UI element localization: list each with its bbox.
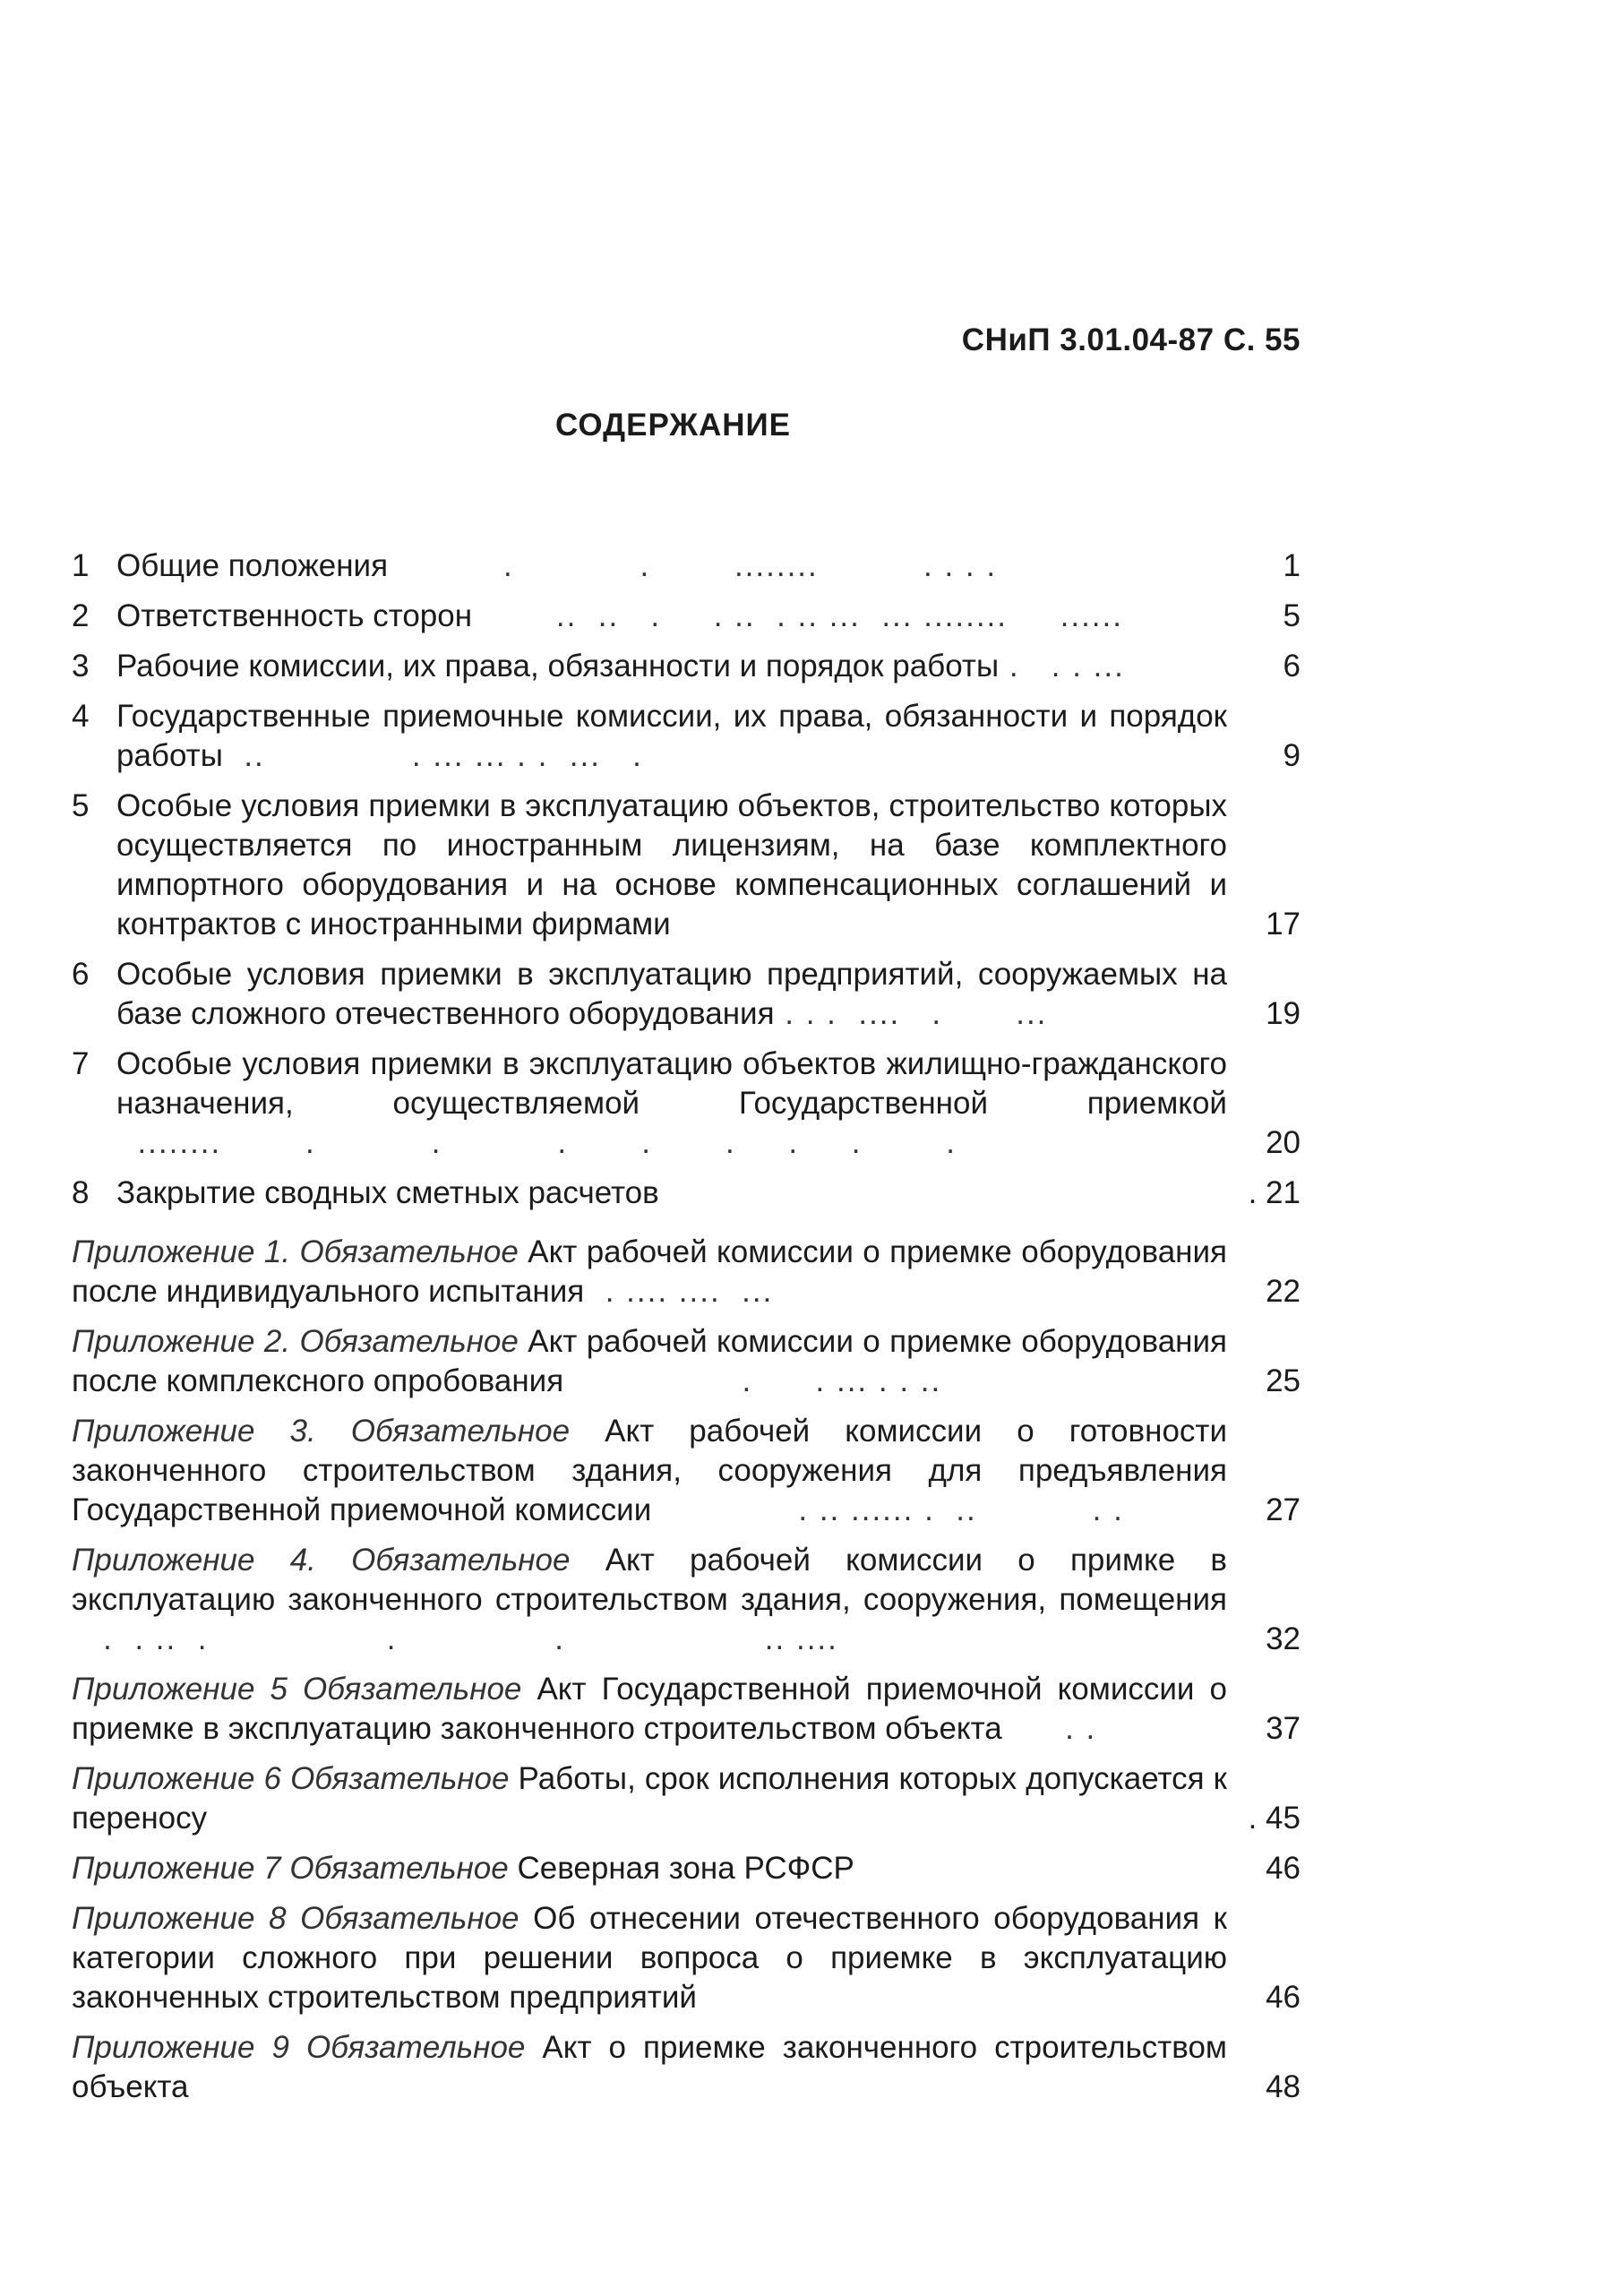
toc-entry-page: 22 (1266, 1274, 1301, 1309)
table-of-contents (72, 546, 1301, 2107)
toc-entry-text: Ответственность сторон (116, 598, 473, 633)
appendix-title: Акт о приемке законченного строительством объекта (72, 2030, 1227, 2104)
appendix-title: Северная зона РСФСР (517, 1851, 854, 1886)
toc-appendix-entry (72, 1412, 1301, 1530)
toc-appendix-entry (72, 1670, 1301, 1749)
toc-entry-page: 27 (1266, 1492, 1301, 1527)
toc-entry-number: 4 (72, 699, 90, 734)
toc-entry-page: 25 (1266, 1363, 1301, 1398)
toc-leader-dots: ........ . . . . . . . . (116, 1125, 957, 1160)
toc-entry (72, 1174, 1301, 1213)
toc-entry-text-block (72, 1233, 1227, 1311)
toc-entry-text-block (116, 697, 1227, 776)
toc-entry-number: 8 (72, 1175, 90, 1210)
appendix-title: Акт рабочей комиссии о приемке оборудования после комплексного опробования (72, 1324, 1228, 1398)
toc-entry-page: 19 (1266, 996, 1301, 1031)
toc-leader-dots: . . . .... . ... (774, 996, 1048, 1031)
toc-entry-page: 37 (1266, 1711, 1301, 1746)
appendix-label: Приложение 6 Обязательное (72, 1761, 510, 1796)
appendix-title: Акт рабочей комиссии о приемке оборудования после индивидуального испытания (72, 1234, 1228, 1309)
appendix-label: Приложение 5 Обязательное (72, 1672, 522, 1707)
toc-entry-page: 5 (1283, 598, 1301, 633)
toc-entry-number: 6 (72, 957, 90, 992)
toc-entry-page: 17 (1266, 907, 1301, 942)
toc-appendix-entry (72, 1759, 1301, 1838)
appendix-label: Приложение 1. Обязательное (72, 1234, 519, 1269)
toc-entry-number: 7 (72, 1046, 90, 1081)
toc-entry-text-block (72, 1759, 1227, 1838)
appendix-label: Приложение 9 Обязательное (72, 2030, 526, 2065)
toc-entry-text: Рабочие комиссии, их права, обязанности и порядок работы (116, 649, 1000, 684)
appendix-label: Приложение 3. Обязательное (72, 1414, 571, 1449)
toc-entry (72, 955, 1301, 1034)
toc-entry-page: 9 (1283, 738, 1301, 773)
toc-leader-dots: . . .. . . . .. .... (72, 1621, 838, 1656)
toc-entry-text-block (116, 1174, 1227, 1213)
toc-entry-text-block (72, 2028, 1227, 2107)
appendix-title: Об отнесении отечественного оборудования к категории сложного при решении вопроса о приемке в эксплуатацию законченных строительством предприятий (72, 1901, 1227, 2015)
toc-appendix-entry (72, 1899, 1301, 2017)
toc-appendix-entry (72, 1233, 1301, 1311)
toc-leader-dots: . . (1001, 1711, 1097, 1746)
toc-entry (72, 1045, 1301, 1163)
toc-entry (72, 597, 1301, 636)
toc-entry-text-block (116, 1045, 1227, 1163)
toc-entry-page: 20 (1266, 1125, 1301, 1160)
toc-appendix-entry (72, 1322, 1301, 1401)
toc-leader-dots: . .. ...... . .. . . (651, 1492, 1124, 1527)
appendix-label: Приложение 8 Обязательное (72, 1901, 519, 1936)
appendix-title: Акт Государственной приемочной комиссии о приемке в эксплуатацию законченного строительством объекта (72, 1672, 1227, 1746)
toc-entry-text-block (116, 955, 1227, 1034)
document-header: СНиП 3.01.04-87 С. 55 (961, 322, 1301, 357)
toc-leader-dots: .. .. . . .. . .. ... ... ........ ...... (472, 598, 1123, 633)
appendix-label: Приложение 7 Обязательное (72, 1851, 509, 1886)
toc-entry-text-block (72, 1541, 1227, 1659)
page-title: СОДЕРЖАНИЕ (555, 408, 792, 443)
toc-leader-dots: . . ... . . .. (563, 1363, 942, 1398)
toc-entry-page: 32 (1266, 1621, 1301, 1656)
toc-entry (72, 546, 1301, 586)
toc-entry-text-block (116, 597, 1227, 636)
toc-entry-number: 3 (72, 649, 90, 684)
toc-appendix-entry (72, 1541, 1301, 1659)
toc-appendix-entry (72, 2028, 1301, 2107)
toc-entry-page: 48 (1266, 2069, 1301, 2104)
toc-entry-number: 2 (72, 598, 90, 633)
toc-entry-text-block (72, 1412, 1227, 1530)
appendix-title: Акт рабочей комиссии о готовности законченного строительством здания, сооружения для предъявления Государственной приемочной комиссии (72, 1414, 1227, 1527)
toc-entry-text-block (72, 1670, 1227, 1749)
toc-entry-text-block (116, 647, 1227, 686)
toc-entry-page: 1 (1283, 548, 1301, 583)
toc-entry (72, 787, 1301, 944)
toc-leader-dots: . .... .... ... (584, 1274, 774, 1309)
toc-entry-text-block (116, 787, 1227, 944)
toc-leader-dots: .. . ... ... . . ... . (222, 738, 643, 773)
toc-entry-number: 5 (72, 788, 90, 823)
appendix-label: Приложение 4. Обязательное (72, 1543, 571, 1578)
toc-entry-text: Закрытие сводных сметных расчетов (116, 1175, 659, 1210)
appendix-title: Работы, срок исполнения которых допускается к переносу (72, 1761, 1227, 1836)
toc-entry-page: . 45 (1248, 1801, 1301, 1836)
toc-entry-text: Государственные приемочные комиссии, их права, обязанности и порядок работы (116, 699, 1227, 773)
toc-entry-number: 1 (72, 548, 90, 583)
appendix-label: Приложение 2. Обязательное (72, 1324, 519, 1359)
toc-entry-text-block (116, 546, 1227, 586)
toc-entry-text: Общие положения (116, 548, 389, 583)
toc-entry-page: . 21 (1248, 1175, 1301, 1210)
toc-entry-text: Особые условия приемки в эксплуатацию предприятий, сооружаемых на базе сложного отечественного оборудования (116, 957, 1227, 1031)
toc-entry (72, 697, 1301, 776)
toc-appendix-entry (72, 1849, 1301, 1888)
toc-entry-page: 46 (1266, 1851, 1301, 1886)
toc-entry-text-block (72, 1322, 1227, 1401)
toc-entry-text-block (72, 1899, 1227, 2017)
toc-entry (72, 647, 1301, 686)
toc-entry-text-block (72, 1849, 1227, 1888)
toc-leader-dots: . . . ... (999, 649, 1125, 684)
toc-entry-text: Особые условия приемки в эксплуатацию объектов, строительство которых осуществляется по иностранным лицензиям, на базе комплектного импортного оборудования и на основе компенсационных соглашений и контрактов с иностранными фирмами (116, 788, 1227, 942)
toc-entry-page: 46 (1266, 1980, 1301, 2015)
appendix-title: Акт рабочей комиссии о примке в эксплуатацию законченного строительством здания, сооружения, помещения (72, 1543, 1227, 1617)
toc-leader-dots: . . ........ . . . . (388, 548, 998, 583)
toc-entry-page: 6 (1283, 649, 1301, 684)
toc-entry-text: Особые условия приемки в эксплуатацию объектов жилищно-гражданского назначения, осуществляемой Государственной приемкой (116, 1046, 1227, 1121)
